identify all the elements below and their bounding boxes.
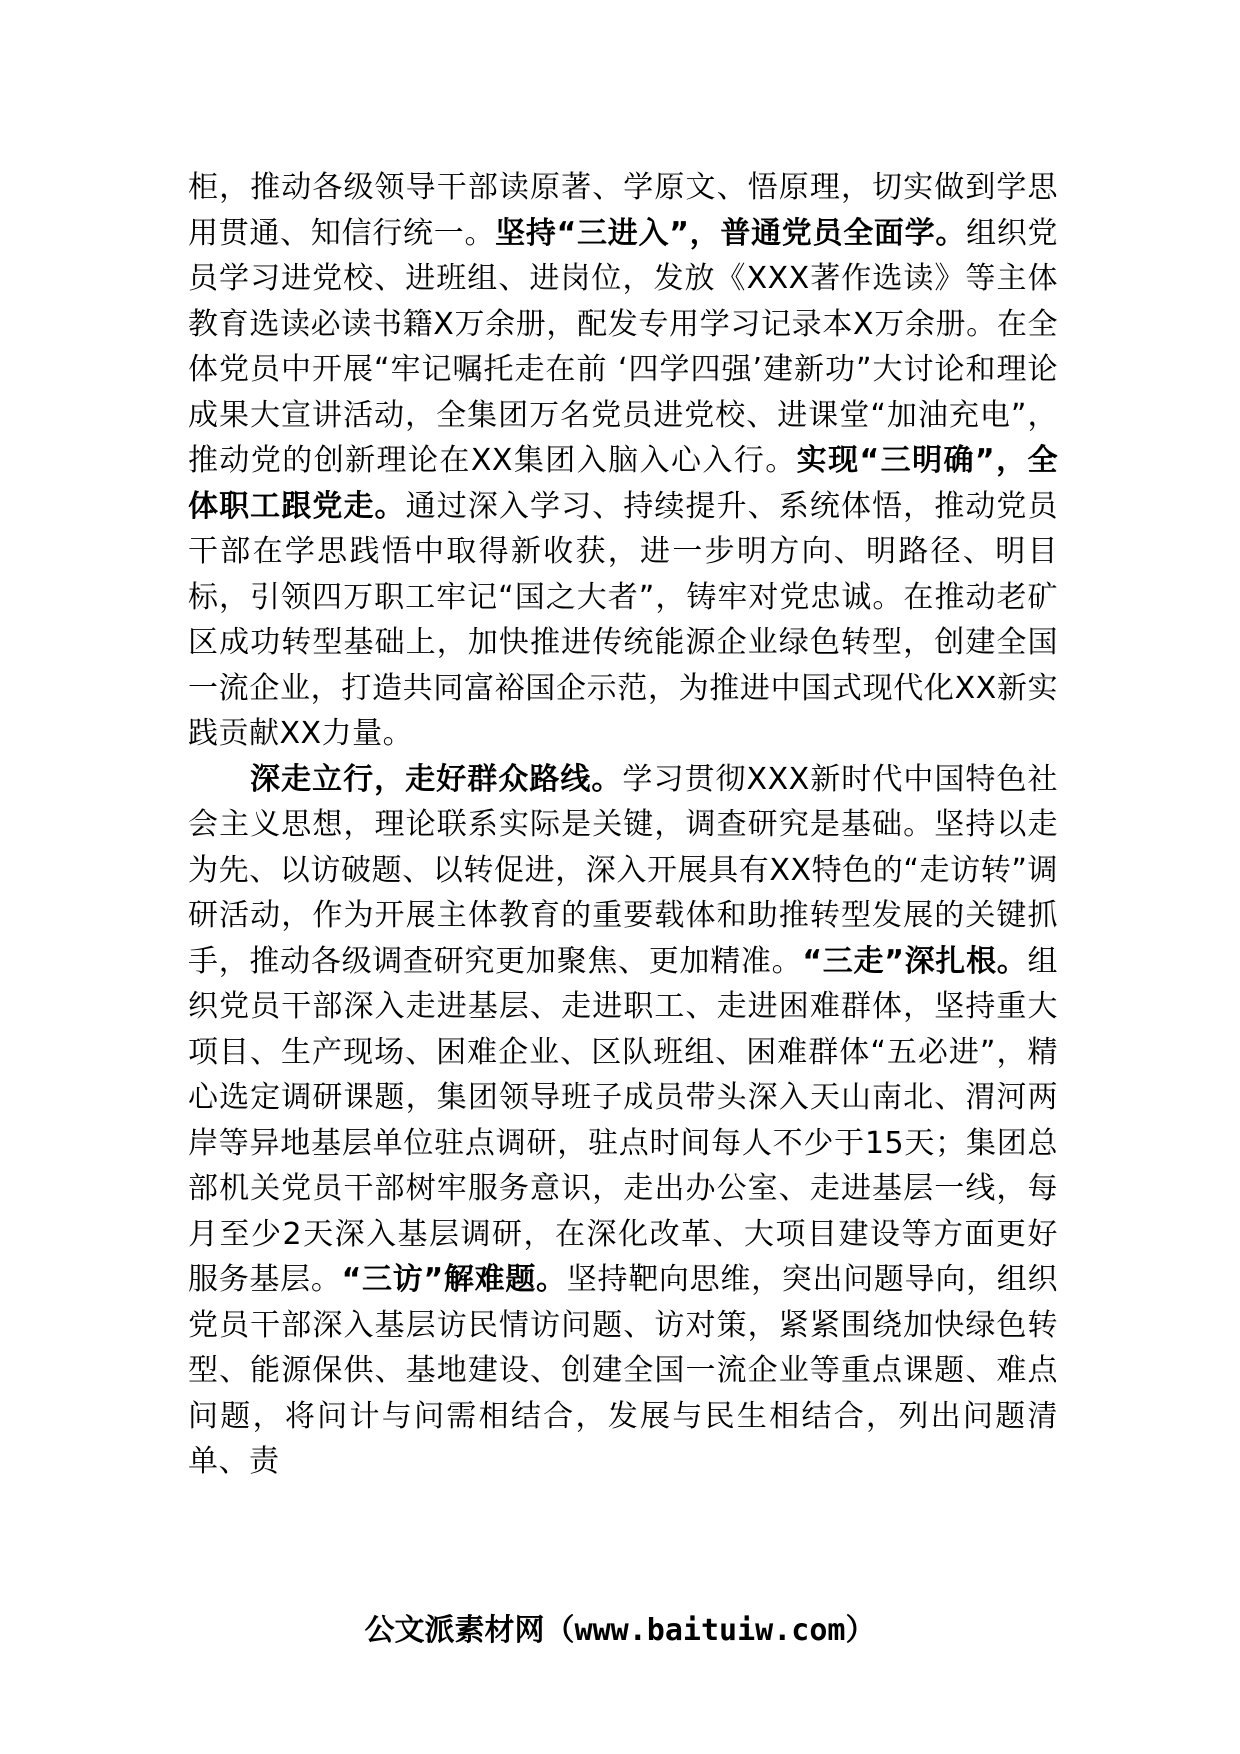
paragraph-2-heading-3: “三访”解难题。	[341, 1262, 567, 1297]
document-body	[188, 165, 1058, 1485]
paragraph-1-heading-1: 坚持“三进入”，普通党员全面学。	[495, 215, 967, 251]
paragraph-1	[188, 165, 1058, 757]
paragraph-2-heading-2: “三走”深扎根。	[802, 943, 1028, 979]
paragraph-1-text-2: 组织党员学习进党校、进班组、进岗位，发放《XXX著作选读》等主体教育选读必读书籍X万余册，配发专用学习记录本X万余册。在全体党员中开展“牢记嘱托走在前 ‘四学四强’建新功”大讨论和理论成果大宣讲活动，全集团万名党员进党校、进课堂“加油充电”，推动党的创新理论在XX集团入脑入心入行。	[188, 215, 1059, 478]
paragraph-2-text-1: 学习贯彻XXX新时代中国特色社会主义思想，理论联系实际是关键，调查研究是基础。坚持以走为先、以访破题、以转促进，深入开展具有XX特色的“走访转”调研活动，作为开展主体教育的重要载体和助推转型发展的关键抓手，推动各级调查研究更加聚焦、更加精准。	[188, 761, 1058, 979]
paragraph-2	[188, 757, 1058, 1485]
paragraph-2-heading-1: 深走立行，走好群众路线。	[250, 761, 623, 797]
paragraph-2-text-3: 坚持靶向思维，突出问题导向，组织党员干部深入基层访民情访问题、访对策，紧紧围绕加快绿色转型、能源保供、基地建设、创建全国一流企业等重点课题、难点问题，将问计与问需相结合，发展与民生相结合，列出问题清单、责	[188, 1262, 1059, 1479]
footer-site-name: 公文派素材网	[364, 1613, 545, 1648]
paragraph-1-text-1: 柜，推动各级领导干部读原著、学原文、悟原理，切实做到学思用贯通、知信行统一。	[188, 170, 1058, 251]
paragraph-2-text-2: 组织党员干部深入走进基层、走进职工、走进困难群体，坚持重大项目、生产现场、困难企业、区队班组、困难群体“五必进”，精心选定调研课题，集团领导班子成员带头深入天山南北、渭河两岸等异地基层单位驻点调研，驻点时间每人不少于15天；集团总部机关党员干部树牢服务意识，走出办公室、走进基层一线，每月至少2天深入基层调研，在深化改革、大项目建设等方面更好服务基层。	[188, 943, 1059, 1297]
paragraph-1-text-3: 通过深入学习、持续提升、系统体悟，推动党员干部在学思践悟中取得新收获，进一步明方向、明路径、明目标，引领四万职工牢记“国之大者”，铸牢对党忠诚。在推动老矿区成功转型基础上，加快推进传统能源企业绿色转型，创建全国一流企业，打造共同富裕国企示范，为推进中国式现代化XX新实践贡献XX力量。	[188, 488, 1059, 751]
footer-url-link[interactable]: www.baituiw.com	[574, 1613, 846, 1648]
footer-paren-open: （	[544, 1613, 575, 1648]
footer-paren-close: ）	[845, 1613, 876, 1648]
page-footer	[0, 1605, 1240, 1649]
paragraph-1-heading-2: 实现“三明确”，全体职工跟党走。	[188, 443, 1058, 524]
